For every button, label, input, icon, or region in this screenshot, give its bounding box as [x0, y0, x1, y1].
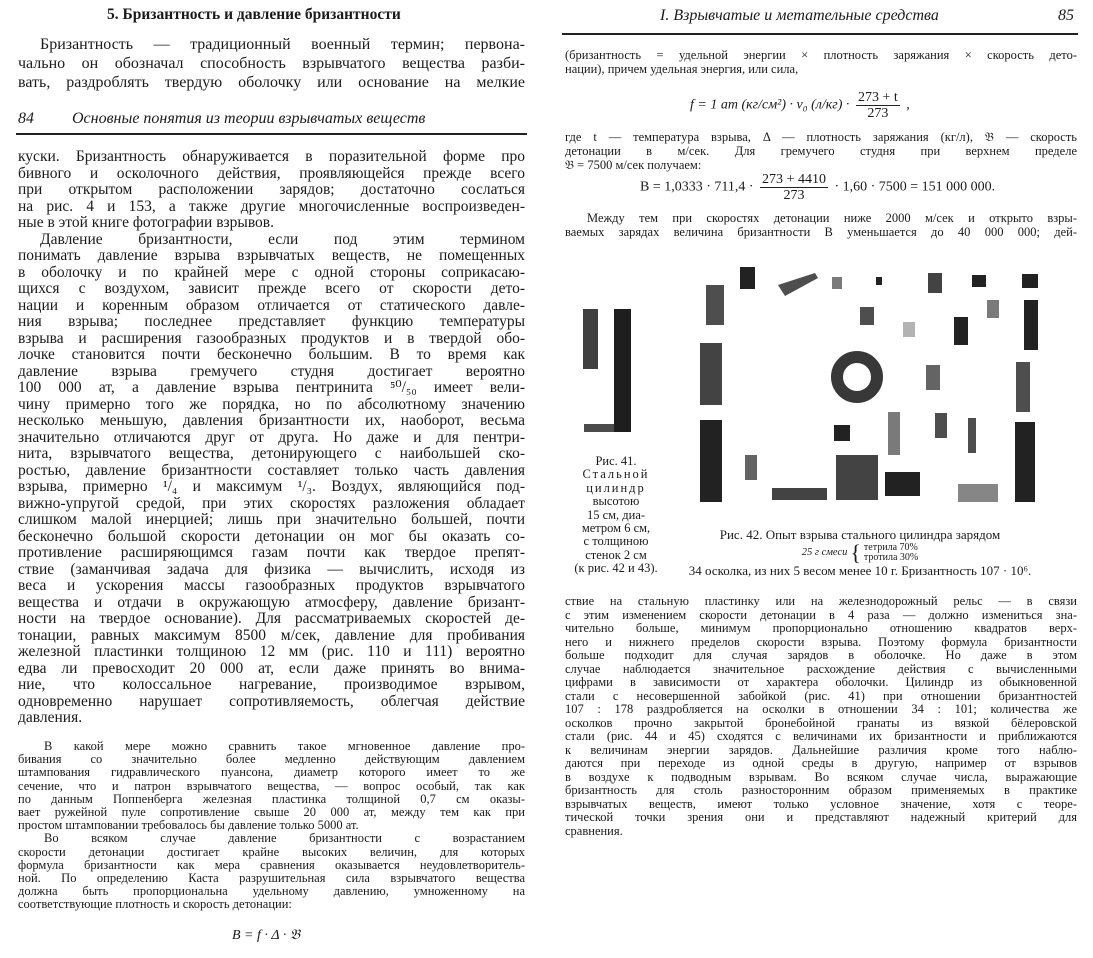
text-line: бивания со значительно более медленно действующим давлением: [18, 752, 525, 767]
text-line: ности на твердое основание). Для рассматриваемых скоростей де-: [18, 610, 525, 627]
text-line: случае наблюдается значительное расхождение действия с вычисленными: [565, 661, 1077, 676]
text-line: вижно-упругой средой, при этих скоростях разложения обладает: [18, 494, 525, 512]
text-line: куски. Бризантность обнаруживается в поразительной форме про: [18, 148, 525, 165]
denominator: 273: [867, 106, 889, 121]
text-line: больше подходит для случая зарядов в оболочке. Но даже в этом: [565, 648, 1077, 662]
text-line: давления.: [18, 709, 83, 726]
text-line: на рис. 4 и 153, а также другие многочисленные воспроизведен-: [18, 197, 525, 215]
text-line: детонации в м/сек. Для гремучего студня при верхнем пределе: [565, 144, 1077, 158]
text-line: взрыва и расширения газообразных продуктов и в твердой обо-: [18, 329, 525, 347]
fig41-caption-line: высотою: [592, 494, 640, 509]
text-line: чину примерно того же порядка, но по абсолютному значению: [18, 395, 525, 413]
text-line: взрывчатых веществ, имеют только условное значение, хотя с теоре-: [565, 796, 1077, 811]
text-line: тической точки зрения они и представляют надежный критерий для: [565, 810, 1077, 824]
text-line: ные в этой книге фотографии взрывов.: [18, 214, 274, 231]
text-line: штампования гидравлического пуансона, диаметр которого имеет то же: [18, 765, 525, 780]
right-paragraph-4: [565, 595, 1077, 838]
text-line: простом штамповании требовалось бы давление только 5000 ат.: [18, 818, 359, 833]
fig42-mix-components: [864, 543, 918, 563]
fig42-fragments-photo: [700, 267, 1038, 502]
fig41-caption-line: метром 6 см,: [581, 521, 651, 536]
text-line: осколков прочно закрытой бронебойной гранаты из вязкой бёлеровской: [565, 715, 1077, 730]
fig42-result: 34 осколка, из них 5 весом менее 10 г. Бризантность 107 · 10⁶.: [688, 563, 1032, 578]
text-line: сравнения.: [565, 823, 623, 838]
text-line: чально он обозначал способность взрывчатого вещества разби-: [18, 55, 525, 72]
text-line: ния взрыва; последнее представляет функцию температуры: [18, 313, 525, 330]
text-line: (бризантность = удельной энергии × плотность заряжания × скорость дето-: [565, 48, 1077, 62]
text-line: железной пластинки толщиною 12 мм (рис. 110 и 111) вероятно: [18, 643, 525, 660]
text-line: него и нижнего пределов скорости взрыва. Поэтому формула бризантности: [565, 634, 1077, 649]
numerator: 273 + t: [857, 90, 898, 105]
text-line: нации и коренным образом отличается от статического давле-: [18, 296, 525, 314]
fig41-caption-line: (к рис. 42 и 43).: [574, 561, 658, 576]
text-line: вещества и отдачи в окружающую атмосферу, давление бризант-: [18, 593, 525, 611]
text-line: сечение, что и патрон взрывчатого вещества, — вопрос особый, так как: [18, 778, 525, 793]
text-line: по данным Поппенберга железная пластинка толщиной 0,7 см оказы-: [18, 791, 525, 806]
text-line: Между тем при скоростях детонации ниже 2000 м/сек и открыто взры-: [587, 211, 1077, 225]
formula-force-right: ,: [906, 97, 910, 113]
text-line: цифрами в зависимости от характера оболочки. Цилиндр из обыкновенной: [565, 675, 1077, 689]
text-line: Во всяком случае давление бризантности с возрастанием: [44, 831, 525, 846]
formula-result-right: · 1,60 · 7500 = 151 000 000.: [834, 179, 996, 195]
text-line: противление расширяющимся газам почти как твердое препят-: [18, 544, 525, 561]
text-line: нации), причем удельная энергия, или сила,: [565, 62, 799, 76]
running-head-title: Основные понятия из теории взрывчатых веществ: [72, 110, 426, 127]
text-line: в воздухе к подводным взрывам. Во всяком случае числа, выражающие: [565, 769, 1077, 784]
running-head-title-right: I. Взрывчатые и метательные средства: [660, 7, 939, 24]
text-line: взрыва, примерно ¹/₄ и максимум ¹/₃. Воздух, являющийся под-: [18, 478, 525, 495]
text-line: ростью, давление бризантности составляет только часть давления: [18, 461, 525, 479]
fig41-caption-line: стенок 2 см: [585, 547, 647, 562]
text-line: В какой мере можно сравнить такое мгновенное давление про-: [44, 739, 525, 753]
text-line: 100 000 ат, а давление взрыва пентринита ⁵⁰/₅₀ имеет вели-: [18, 379, 525, 396]
page-number-right: 85: [1058, 7, 1074, 24]
text-line: бивного и осколочного действия, проявляющейся прежде всего: [18, 164, 525, 182]
fig41-caption-line: Стальной: [582, 467, 650, 482]
text-line: лочке становится почти бесконечно большим. В то время как: [18, 346, 525, 363]
formula-result-left: B = 1,0333 · 711,4 ·: [640, 179, 754, 195]
text-line: ствие (заманчивая задача для физика — вычислить, исходя из: [18, 560, 525, 578]
text-line: ной. По определению Каста разрушительная сила взрывчатого вещества: [18, 871, 525, 885]
fig42-caption: [660, 527, 1060, 579]
text-line: формула бризантности как мера сравнения оказывается неудовлетворитель-: [18, 857, 525, 872]
text-line: значительно отличаются друг от друга. Но даже и для пентри-: [18, 428, 525, 446]
fig42-mix-2: тротила 30%: [863, 552, 919, 563]
fig42-mix-label: 25 г смеси: [801, 547, 848, 558]
text-line: вает ружейной пуле сопротивление свыше 20 000 ат, между тем как при: [18, 805, 525, 820]
text-line: веса и ускорения массы газообразных продуктов взрывчатого: [18, 577, 525, 594]
fig42-mix-1: тетрила 70%: [863, 542, 918, 553]
text-line: ствие на стальную пластинку или на железнодорожный рельс — в связи: [565, 594, 1077, 608]
text-line: давление взрыва гремучего студня достигает вероятно: [18, 362, 525, 380]
formula-brisance: B = f · Δ · 𝔅: [232, 928, 300, 943]
text-line: Давление бризантности, если под этим термином: [40, 230, 525, 248]
text-line: с этим изменением скорости детонации в 4 раза — должно измениться зна-: [565, 607, 1077, 622]
fig42-mix: [660, 540, 1060, 565]
text-line: где t — температура взрыва, Δ — плотность заряжания (кг/л), 𝔅 — скорость: [565, 130, 1077, 144]
text-line: ние, что колоссальное нагревание, производимое взрывом,: [18, 676, 525, 693]
text-line: стали (рис. 44 и 45) сходятся с величинами их бризантности и приближаются: [565, 729, 1077, 743]
text-line: одновременно нарушает сопротивляемость, облегчая действие: [18, 692, 525, 710]
section-title: 5. Бризантность и давление бризантности: [107, 6, 401, 23]
fig41-caption-line: с толщиною: [583, 534, 649, 549]
brace-icon: {: [850, 540, 861, 565]
text-line: несколько меньшую, давления бризантности их, наоборот, весьма: [18, 412, 525, 429]
text-line: Бризантность — традиционный военный термин; первона-: [40, 36, 525, 53]
fig41-caption-line: цилиндр: [586, 480, 646, 495]
text-line: должна быть пропорциональна удельному давлению, умноженному на: [18, 884, 525, 899]
text-line: при открытом расположении зарядов; достаточно сослаться: [18, 181, 525, 198]
text-line: стали с несовершенной забойкой (рис. 41) при отношении бризантностей: [565, 688, 1077, 703]
numerator: 273 + 4410: [762, 172, 826, 187]
denominator: 273: [783, 188, 805, 203]
text-line: в оболочку и по крайней мере с одной стороны соприкасаю-: [18, 263, 525, 281]
fig41-caption: [566, 455, 666, 576]
text-line: к величинам энергии зарядов. Дальнейшие различия кроме того наблю-: [565, 742, 1077, 757]
text-line: слишком малой инерцией; лишь при значительно большей, почти: [18, 511, 525, 528]
text-line: ваемых зарядах величина бризантности B уменьшается до 40 000 000; дей-: [565, 225, 1077, 239]
text-line: 107 : 178 раздробляется на осколки в отношении 34 : 101; количества же: [565, 702, 1077, 716]
text-line: едва ли превосходит 20 000 ат, если даже принять во внима-: [18, 659, 525, 677]
text-line: бесконечно большой скорости детонации он мог бы оказать со-: [18, 527, 525, 545]
fig41-caption-line: Рис. 41.: [595, 454, 637, 468]
text-line: даются при переходе из одной среды в другую, например от взрывов: [565, 756, 1077, 770]
text-line: вать, раздроблять твердую оболочку или основание на мелкие: [18, 74, 525, 91]
text-line: 𝔅 = 7500 м/сек получаем:: [565, 158, 702, 172]
formula-force-left: f = 1 ат (кг/см²) · v₀ (л/кг) ·: [690, 97, 850, 113]
fig41-cylinder-photo: [583, 309, 631, 432]
text-line: чительно больше, минимум пропорционально отношению квадратов верх-: [565, 621, 1077, 635]
fig41-caption-line: 15 см, диа-: [586, 507, 646, 522]
text-line: щихся с воздухом, зависит прежде всего от скорости дето-: [18, 280, 525, 297]
page-number: 84: [18, 110, 34, 127]
text-line: бризантность для столь разносторонним образом применяемых в практике: [565, 783, 1077, 797]
text-line: скорости детонации достигает крайне высоких величин, для которых: [18, 844, 525, 859]
text-line: нита, взрывчатого вещества, детонирующего с наибольшей ско-: [18, 445, 525, 462]
text-line: понимать давление взрыва взрывчатых веществ, не помещенных: [18, 247, 525, 264]
fig42-title: Рис. 42. Опыт взрыва стального цилиндра зарядом: [719, 527, 1001, 542]
text-line: соответствующие плотность и скорость детонации:: [18, 897, 292, 912]
text-line: тонации, равных максимум 8500 м/сек, давление для пробивания: [18, 626, 525, 644]
